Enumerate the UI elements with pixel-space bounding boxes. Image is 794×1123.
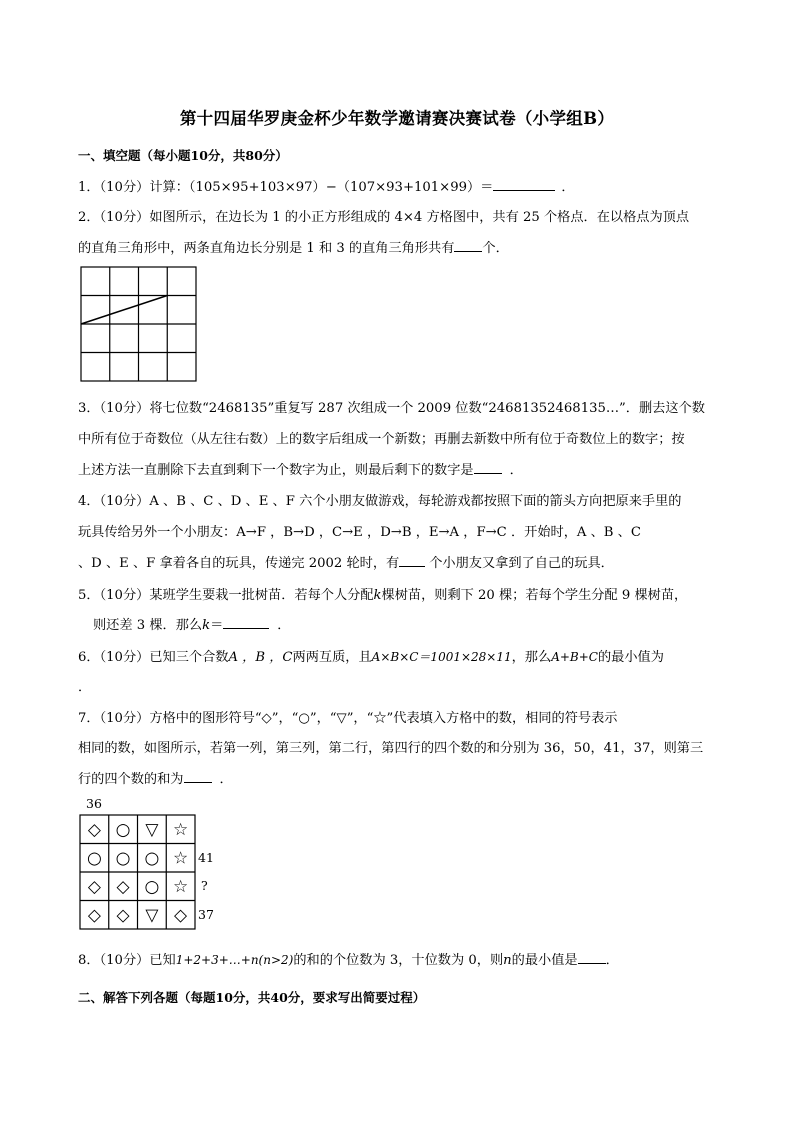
question-5-line-2	[93, 614, 290, 633]
question-7-line-1: 7．（10分）方格中的图形符号“◇”，“○”，“▽”，“☆”代表填入方格中的数，相同的符号表示	[78, 711, 618, 726]
grid-cell: ▽	[145, 820, 159, 840]
question-7-line-2: 相同的数，如图所示，若第一列，第三列，第二行，第四行的四个数的和分别为 36，50，41，37，则第三	[78, 741, 704, 756]
row-label-2: 41	[198, 850, 214, 865]
grid-cell: ▽	[145, 905, 159, 926]
q1-end: ．	[561, 180, 575, 195]
grid-cell: ○	[115, 848, 131, 869]
question-4-line-2: 玩具传给另外一个小朋友：A→F ，B→D ，C→E ，D→B ，E→A ，F→C ．开始时，A 、B 、C	[78, 525, 641, 540]
q8-end: ．	[605, 953, 619, 968]
grid-cell: ◇	[174, 905, 188, 926]
q2-end: 个．	[482, 241, 509, 256]
q5-text-a: 5．（10分）某班学生要栽一批树苗．若每个人分配	[78, 588, 374, 603]
q6-text-c: ，那么	[511, 650, 552, 665]
q5-answer-blank	[223, 616, 269, 629]
q5-var-k: k	[373, 588, 382, 603]
q4-text: 、D 、E 、F 拿着各自的玩具，传递完 2002 轮时，有	[78, 556, 400, 571]
question-2-line-2	[78, 237, 509, 256]
grid-cell: ☆	[172, 820, 189, 840]
question-2-line-1: 2．（10分）如图所示，在边长为 1 的小正方形组成的 4×4 方格图中，共有 25 个格点．在以格点为顶点	[78, 210, 690, 225]
q6-text-a: 6．（10分）已知三个合数	[78, 650, 229, 665]
grid-cell: ◇	[116, 905, 130, 926]
q3-text: 上述方法一直删除下去直到剩下一个数字为止，则最后剩下的数字是	[78, 463, 474, 478]
grid-cell: ☆	[172, 848, 189, 869]
q5-end: ．	[277, 618, 291, 633]
q2-answer-blank	[454, 239, 482, 252]
q6-product: A×B×C＝1001×28×11	[371, 650, 512, 664]
question-3-line-2: 中所有位于奇数位（从左往右数）上的数字后组成一个新数；再删去新数中所有位于奇数位上的数字；按	[78, 432, 685, 447]
question-3-line-1: 3．（10分）将七位数“2468135”重复写 287 次组成一个 2009 位数“24681352468135…”．删去这个数	[78, 401, 705, 416]
q3-answer-blank	[474, 461, 502, 474]
grid-cell: ○	[86, 848, 102, 869]
q7-text: 行的四个数的和为	[78, 772, 184, 787]
q7-answer-blank	[184, 770, 212, 783]
q8-answer-blank	[578, 951, 606, 964]
q6-vars: A ，B ，C	[228, 650, 293, 665]
section-fill-in-heading: 一、填空题（每小题10分，共80分）	[78, 148, 288, 163]
grid-cell: ○	[144, 848, 160, 869]
q8-var-n: n	[503, 953, 512, 968]
question-3-line-3	[78, 459, 523, 478]
q8-series: 1+2+3+…+n(n>2)	[175, 953, 294, 967]
q2-grid-figure	[80, 266, 198, 383]
question-4-line-3	[78, 552, 614, 571]
question-6-line-1	[78, 646, 664, 665]
q8-text-c: 的最小值是	[511, 953, 578, 968]
q5-text-c: 则还差 3 棵．那么	[93, 618, 203, 633]
q1-answer-blank	[493, 178, 555, 191]
q4-end: 个小朋友又拿到了自己的玩具．	[429, 556, 614, 571]
section-answer-heading: 二、解答下列各题（每题10分，共40分，要求写出简要过程）	[78, 990, 426, 1005]
q8-text-b: 的和的个位数为 3，十位数为 0，则	[293, 953, 504, 968]
question-8	[78, 949, 619, 968]
grid-cell: ◇	[87, 877, 101, 897]
col-label-1: 36	[86, 796, 102, 811]
grid-cell: ☆	[172, 877, 189, 897]
question-6-line-2: ．	[78, 680, 92, 695]
q7-end: ．	[219, 772, 233, 787]
q6-text-d: 的最小值为	[597, 650, 664, 665]
grid-cell: ◇	[116, 877, 130, 897]
row-label-4: 37	[198, 907, 214, 922]
grid-cell: ◇	[87, 905, 101, 926]
question-1	[78, 176, 575, 195]
q5-equals: ＝	[210, 618, 224, 633]
q8-text-a: 8．（10分）已知	[78, 953, 176, 968]
row-label-3: ?	[201, 878, 208, 893]
q6-sum: A+B+C	[551, 650, 598, 664]
q6-text-b: 两两互质，且	[292, 650, 372, 665]
question-5-line-1	[78, 584, 687, 603]
question-7-line-3	[78, 768, 233, 787]
grid-cell: ○	[115, 820, 131, 840]
q5-var-k-2: k	[202, 618, 211, 633]
q4-answer-blank	[399, 554, 425, 567]
q1-text: 1．（10分）计算：（105×95+103×97）−（107×93+101×99）＝	[78, 180, 494, 195]
grid-cell: ◇	[87, 820, 101, 840]
grid-cell: ○	[144, 877, 160, 897]
q3-end: ．	[509, 463, 523, 478]
page-title: 第十四届华罗庚金杯少年数学邀请赛决赛试卷（小学组B）	[179, 109, 615, 128]
q2-text: 的直角三角形中，两条直角边长分别是 1 和 3 的直角三角形共有	[78, 241, 455, 256]
question-4-line-1: 4．（10分）A 、B 、C 、D 、E 、F 六个小朋友做游戏，每轮游戏都按照下面的箭头方向把原来手里的	[78, 494, 682, 509]
q5-text-b: 棵树苗，则剩下 20 棵；若每个学生分配 9 棵树苗，	[381, 588, 688, 603]
q7-symbol-grid	[78, 793, 218, 933]
